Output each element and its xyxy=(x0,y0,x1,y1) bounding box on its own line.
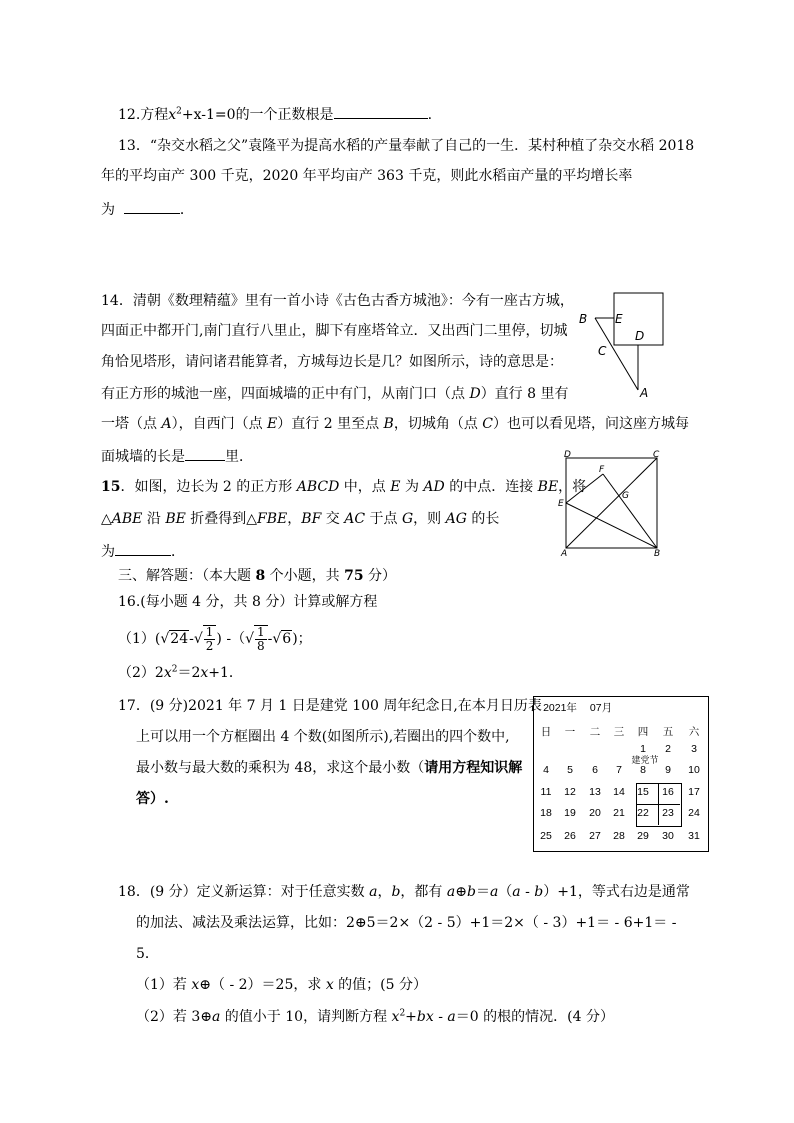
calendar-day: 23 xyxy=(662,807,674,819)
question-15-line3: 为 ． xyxy=(101,541,185,561)
calendar-day: 24 xyxy=(688,807,700,819)
selection-box xyxy=(636,783,682,827)
calendar xyxy=(533,696,709,852)
calendar-day: 15 xyxy=(637,786,649,798)
question-12: 12.方程$x^2+x-1=0$的一个正数根是 . xyxy=(118,104,432,124)
question-14-line6: 面城墙的长是 里． xyxy=(101,446,253,466)
calendar-month: 07月 xyxy=(589,702,613,714)
holiday-label: 建党节 xyxy=(631,755,659,765)
calendar-day: 13 xyxy=(589,786,601,798)
city-wall-diagram xyxy=(570,285,680,405)
line-AC xyxy=(566,458,657,548)
label-D: D xyxy=(635,329,645,343)
question-18-part2: （2）若 3⊕a 的值小于 10，请判断方程 $x^2+bx - a=0$ 的根的情况．(4 分） xyxy=(136,1008,614,1025)
question-16-part2: $(2)2x^2=2x+1$． xyxy=(118,664,243,681)
weekday: 日 xyxy=(540,726,552,738)
label-E: E xyxy=(615,312,623,326)
calendar-day: 16 xyxy=(662,786,674,798)
calendar-day: 9 xyxy=(665,764,671,776)
question-14-line3: 角恰见塔形，请问诸君能算者，方城每边长是几？如图所示，诗的意思是： xyxy=(101,354,563,370)
calendar-day: 31 xyxy=(688,830,700,842)
calendar-day: 26 xyxy=(564,830,576,842)
weekday: 一 xyxy=(564,726,576,738)
calendar-day: 18 xyxy=(540,807,552,819)
calendar-day: 6 xyxy=(592,764,598,776)
calendar-year: 2021年 xyxy=(543,702,577,714)
weekday: 三 xyxy=(613,726,625,738)
label-F: F xyxy=(599,465,605,475)
section-3-title: 三、解答题：（本大题 8 个小题，共 75 分） xyxy=(118,568,397,584)
calendar-day: 3 xyxy=(691,743,697,755)
label-E: E xyxy=(558,499,564,509)
answer-blank[interactable] xyxy=(185,446,225,461)
calendar-day: 19 xyxy=(564,807,576,819)
selection-box-divider-h xyxy=(636,804,680,805)
calendar-day: 2 xyxy=(665,743,671,755)
question-18-line2: 的加法、减法及乘法运算，比如：2⊕5＝2×（2 - 5）+1＝2×（ - 3）+1＝ - 6+1＝ - xyxy=(136,915,677,931)
question-14-line4: 有正方形的城池一座，四面城墙的正中有门，从南门口（点 D）直行 8 里有 xyxy=(101,386,569,402)
label-G: G xyxy=(622,491,629,501)
weekday: 二 xyxy=(589,726,601,738)
question-15-line1: 15．如图，边长为 2 的正方形 ABCD 中，点 E 为 AD 的中点．连接 BE，将 xyxy=(101,479,587,495)
calendar-day: 7 xyxy=(616,764,622,776)
calendar-day: 14 xyxy=(613,786,625,798)
calendar-day: 21 xyxy=(613,807,625,819)
calendar-day: 28 xyxy=(613,830,625,842)
label-C: C xyxy=(598,344,607,358)
line-EF xyxy=(566,474,603,503)
calendar-day: 25 xyxy=(540,830,552,842)
question-17-line4: 答）. xyxy=(136,791,169,807)
answer-blank[interactable] xyxy=(115,541,171,556)
weekday: 五 xyxy=(662,726,674,738)
question-17-line2: 上可以用一个方框圈出 4 个数(如图所示),若圈出的四个数中, xyxy=(136,729,510,745)
calendar-day: 29 xyxy=(637,830,649,842)
weekday: 六 xyxy=(688,726,700,738)
calendar-day: 8 xyxy=(640,764,646,776)
line-EB xyxy=(566,503,657,548)
calendar-day: 10 xyxy=(688,764,700,776)
calendar-day: 20 xyxy=(589,807,601,819)
question-14-line1: 14．清朝《数理精蕴》里有一首小诗《古色古香方城池》：今有一座古方城， xyxy=(101,293,574,309)
calendar-day: 1 xyxy=(640,743,646,755)
question-18-line3: 5． xyxy=(136,946,159,962)
calendar-day: 11 xyxy=(540,786,552,798)
answer-blank[interactable] xyxy=(124,199,180,214)
question-17-line3: 最小数与最大数的乘积为 48，求这个最小数（请用方程知识解 xyxy=(136,760,523,776)
question-13-line2: 年的平均亩产 300 千克，2020 年平均亩产 363 千克，则此水稻亩产量的平均增长率 xyxy=(101,168,633,184)
question-14-line5: 一塔（点 A），自西门（点 E）直行 2 里至点 B，切城角（点 C）也可以看见塔，问这座方城每 xyxy=(101,416,689,432)
calendar-day: 4 xyxy=(543,764,549,776)
question-13-line3: 为 ． xyxy=(101,199,194,219)
calendar-day: 5 xyxy=(567,764,573,776)
answer-blank[interactable] xyxy=(334,104,428,119)
question-17-line1: 17．(9 分)2021 年 7 月 1 日是建党 100 周年纪念日,在本月日历表 xyxy=(118,698,542,714)
calendar-day: 22 xyxy=(637,807,649,819)
question-18-part1: （1）若 x⊕（ - 2）＝25，求 x 的值；(5 分） xyxy=(136,977,427,993)
question-16-title: 16.(每小题 4 分，共 8 分）计算或解方程 xyxy=(118,594,378,610)
label-A: A xyxy=(561,549,568,559)
calendar-day: 17 xyxy=(688,786,700,798)
square-fold-diagram xyxy=(556,448,676,560)
calendar-day: 12 xyxy=(564,786,576,798)
label-B: B xyxy=(654,549,661,559)
question-16-part1: （1）(√24-√ $\frac{1}{2}$ ) -（√ $\frac{1}{8}$ -√6)； xyxy=(118,624,312,653)
calendar-day: 27 xyxy=(589,830,601,842)
question-15-line2: △ABE 沿 BE 折叠得到△FBE，BF 交 AC 于点 G，则 AG 的长 xyxy=(101,511,500,527)
weekday: 四 xyxy=(637,726,649,738)
label-B: B xyxy=(579,312,588,326)
label-D: D xyxy=(564,450,571,460)
label-C: C xyxy=(653,450,660,460)
label-A: A xyxy=(640,386,649,400)
calendar-day: 30 xyxy=(662,830,674,842)
question-14-line2: 四面正中都开门,南门直行八里止，脚下有座塔耸立．又出西门二里停，切城 xyxy=(101,323,568,339)
question-13-line1: 13．“杂交水稻之父”袁隆平为提高水稻的产量奉献了自己的一生．某村种植了杂交水稻 2018 xyxy=(118,138,695,154)
question-18-line1: 18．(9 分）定义新运算：对于任意实数 a，b，都有 a⊕b＝a（a - b）+1，等式右边是通常 xyxy=(118,884,690,900)
